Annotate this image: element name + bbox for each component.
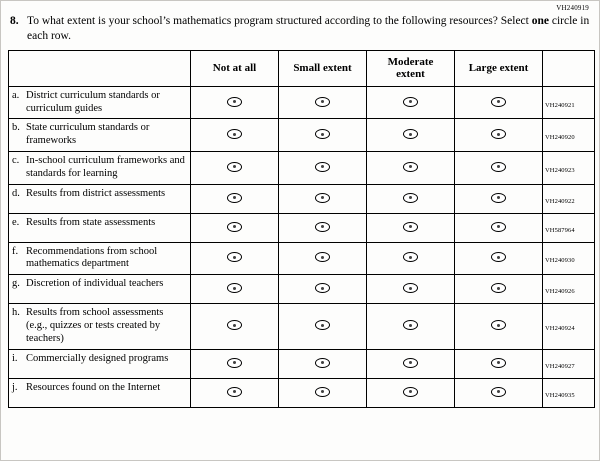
- answer-bubble-not-at-all[interactable]: [227, 129, 242, 139]
- answer-cell-small-extent: [279, 304, 367, 349]
- answer-cell-moderate-extent: [367, 275, 455, 304]
- answer-cell-not-at-all: [191, 213, 279, 242]
- answer-cell-small-extent: [279, 213, 367, 242]
- answer-cell-not-at-all: [191, 304, 279, 349]
- table-row: [9, 378, 595, 407]
- row-letter: a.: [12, 89, 20, 101]
- answer-cell-small-extent: [279, 152, 367, 185]
- answer-bubble-not-at-all[interactable]: [227, 358, 242, 368]
- answer-cell-moderate-extent: [367, 304, 455, 349]
- question-text-prefix: To what extent is your school’s mathematics program structured according to the following resources? Select: [27, 15, 532, 27]
- answer-cell-moderate-extent: [367, 378, 455, 407]
- row-code: VH240921: [545, 101, 575, 109]
- row-label: Commercially designed programs: [26, 352, 169, 364]
- answer-bubble-large-extent[interactable]: [491, 387, 506, 397]
- answer-bubble-moderate-extent[interactable]: [403, 193, 418, 203]
- answer-bubble-moderate-extent[interactable]: [403, 283, 418, 293]
- row-code: VH240935: [545, 391, 575, 399]
- answer-bubble-large-extent[interactable]: [491, 129, 506, 139]
- row-letter: e.: [12, 216, 20, 228]
- table-row: [9, 304, 595, 349]
- row-label-cell: [9, 152, 191, 185]
- row-code-cell: [543, 304, 595, 349]
- row-letter: j.: [12, 381, 18, 393]
- answer-cell-not-at-all: [191, 86, 279, 119]
- answer-cell-large-extent: [455, 242, 543, 275]
- row-letter: i.: [12, 352, 18, 364]
- label-column-header: [9, 50, 191, 86]
- answer-bubble-not-at-all[interactable]: [227, 320, 242, 330]
- answer-bubble-moderate-extent[interactable]: [403, 387, 418, 397]
- answer-cell-small-extent: [279, 378, 367, 407]
- answer-cell-large-extent: [455, 184, 543, 213]
- row-label: Resources found on the Internet: [26, 381, 161, 393]
- answer-cell-small-extent: [279, 86, 367, 119]
- row-code: VH240927: [545, 362, 575, 370]
- question-block: [10, 14, 590, 44]
- row-code-cell: [543, 378, 595, 407]
- row-letter: g.: [12, 278, 20, 290]
- row-code-cell: [543, 242, 595, 275]
- answer-cell-not-at-all: [191, 242, 279, 275]
- answer-bubble-moderate-extent[interactable]: [403, 252, 418, 262]
- answer-cell-large-extent: [455, 86, 543, 119]
- answer-cell-moderate-extent: [367, 86, 455, 119]
- answer-bubble-large-extent[interactable]: [491, 162, 506, 172]
- row-label-cell: [9, 86, 191, 119]
- answer-bubble-large-extent[interactable]: [491, 97, 506, 107]
- column-header-small-extent: Small extent: [279, 50, 367, 86]
- row-label-cell: [9, 242, 191, 275]
- answer-cell-not-at-all: [191, 275, 279, 304]
- answer-cell-moderate-extent: [367, 213, 455, 242]
- answer-bubble-moderate-extent[interactable]: [403, 320, 418, 330]
- row-label-cell: [9, 184, 191, 213]
- question-table: [8, 50, 595, 408]
- answer-cell-small-extent: [279, 349, 367, 378]
- answer-cell-not-at-all: [191, 152, 279, 185]
- row-label: State curriculum standards or frameworks: [26, 122, 150, 147]
- table-row: [9, 242, 595, 275]
- column-header-large-extent: Large extent: [455, 50, 543, 86]
- row-letter: d.: [12, 187, 20, 199]
- answer-bubble-small-extent[interactable]: [315, 97, 330, 107]
- row-label-cell: [9, 304, 191, 349]
- row-letter: c.: [12, 155, 20, 167]
- table-row: [9, 213, 595, 242]
- code-column-header: [543, 50, 595, 86]
- answer-bubble-not-at-all[interactable]: [227, 162, 242, 172]
- row-label-cell: [9, 349, 191, 378]
- answer-bubble-moderate-extent[interactable]: [403, 162, 418, 172]
- answer-bubble-small-extent[interactable]: [315, 193, 330, 203]
- answer-cell-not-at-all: [191, 184, 279, 213]
- row-code-cell: [543, 275, 595, 304]
- answer-bubble-moderate-extent[interactable]: [403, 358, 418, 368]
- table-row: [9, 275, 595, 304]
- answer-cell-moderate-extent: [367, 242, 455, 275]
- answer-cell-large-extent: [455, 213, 543, 242]
- answer-cell-large-extent: [455, 304, 543, 349]
- question-text: [27, 14, 590, 44]
- answer-bubble-small-extent[interactable]: [315, 252, 330, 262]
- table-row: [9, 152, 595, 185]
- answer-cell-small-extent: [279, 119, 367, 152]
- answer-bubble-not-at-all[interactable]: [227, 283, 242, 293]
- column-header-not-at-all: Not at all: [191, 50, 279, 86]
- answer-bubble-small-extent[interactable]: [315, 320, 330, 330]
- row-label: Results from state assessments: [26, 216, 156, 228]
- row-code: VH587964: [545, 226, 575, 234]
- answer-cell-large-extent: [455, 349, 543, 378]
- question-number: 8.: [10, 15, 19, 27]
- row-code-cell: [543, 213, 595, 242]
- answer-cell-moderate-extent: [367, 184, 455, 213]
- table-row: [9, 119, 595, 152]
- answer-cell-not-at-all: [191, 119, 279, 152]
- row-code: VH240930: [545, 257, 575, 265]
- answer-cell-not-at-all: [191, 349, 279, 378]
- question-text-bold: one: [531, 15, 549, 27]
- row-code-cell: [543, 184, 595, 213]
- table-row: [9, 184, 595, 213]
- row-code-cell: [543, 152, 595, 185]
- answer-cell-small-extent: [279, 184, 367, 213]
- answer-bubble-large-extent[interactable]: [491, 358, 506, 368]
- row-label: District curriculum standards or curriculum guides: [26, 89, 160, 114]
- answer-bubble-small-extent[interactable]: [315, 222, 330, 232]
- table-header-row: [9, 50, 595, 86]
- answer-cell-small-extent: [279, 242, 367, 275]
- answer-bubble-large-extent[interactable]: [491, 283, 506, 293]
- answer-bubble-small-extent[interactable]: [315, 129, 330, 139]
- row-label: Results from school assessments (e.g., quizzes or tests created by teachers): [26, 307, 164, 344]
- answer-cell-large-extent: [455, 275, 543, 304]
- column-header-moderate-extent: Moderate extent: [367, 50, 455, 86]
- row-code: VH240920: [545, 134, 575, 142]
- answer-cell-moderate-extent: [367, 152, 455, 185]
- answer-bubble-small-extent[interactable]: [315, 162, 330, 172]
- page-code: VH240919: [556, 4, 589, 12]
- row-code-cell: [543, 349, 595, 378]
- row-letter: h.: [12, 307, 20, 319]
- table-row: [9, 349, 595, 378]
- answer-cell-large-extent: [455, 152, 543, 185]
- answer-cell-large-extent: [455, 378, 543, 407]
- table-row: [9, 86, 595, 119]
- row-code: VH240922: [545, 197, 575, 205]
- row-code: VH240924: [545, 325, 575, 333]
- row-label: Results from district assessments: [26, 187, 166, 199]
- answer-cell-small-extent: [279, 275, 367, 304]
- row-label-cell: [9, 378, 191, 407]
- row-label-cell: [9, 275, 191, 304]
- answer-cell-moderate-extent: [367, 119, 455, 152]
- answer-bubble-small-extent[interactable]: [315, 358, 330, 368]
- row-label-cell: [9, 119, 191, 152]
- answer-bubble-not-at-all[interactable]: [227, 97, 242, 107]
- answer-bubble-large-extent[interactable]: [491, 193, 506, 203]
- row-code: VH240926: [545, 288, 575, 296]
- row-code-cell: [543, 119, 595, 152]
- answer-bubble-not-at-all[interactable]: [227, 387, 242, 397]
- answer-bubble-not-at-all[interactable]: [227, 193, 242, 203]
- row-label: Discretion of individual teachers: [26, 278, 164, 290]
- answer-bubble-large-extent[interactable]: [491, 222, 506, 232]
- table-body: [9, 86, 595, 407]
- row-label: In-school curriculum frameworks and standards for learning: [26, 155, 185, 179]
- answer-bubble-moderate-extent[interactable]: [403, 129, 418, 139]
- row-code: VH240923: [545, 166, 575, 174]
- row-label: Recommendations from school mathematics department: [26, 245, 158, 270]
- answer-bubble-large-extent[interactable]: [491, 252, 506, 262]
- answer-bubble-small-extent[interactable]: [315, 283, 330, 293]
- answer-bubble-not-at-all[interactable]: [227, 222, 242, 232]
- row-code-cell: [543, 86, 595, 119]
- answer-cell-not-at-all: [191, 378, 279, 407]
- answer-cell-large-extent: [455, 119, 543, 152]
- answer-cell-moderate-extent: [367, 349, 455, 378]
- row-label-cell: [9, 213, 191, 242]
- answer-bubble-moderate-extent[interactable]: [403, 97, 418, 107]
- answer-bubble-small-extent[interactable]: [315, 387, 330, 397]
- answer-bubble-not-at-all[interactable]: [227, 252, 242, 262]
- answer-bubble-moderate-extent[interactable]: [403, 222, 418, 232]
- row-letter: b.: [12, 122, 20, 134]
- answer-bubble-large-extent[interactable]: [491, 320, 506, 330]
- question-text-suffix: circle in each row.: [27, 15, 590, 42]
- row-letter: f.: [12, 245, 19, 257]
